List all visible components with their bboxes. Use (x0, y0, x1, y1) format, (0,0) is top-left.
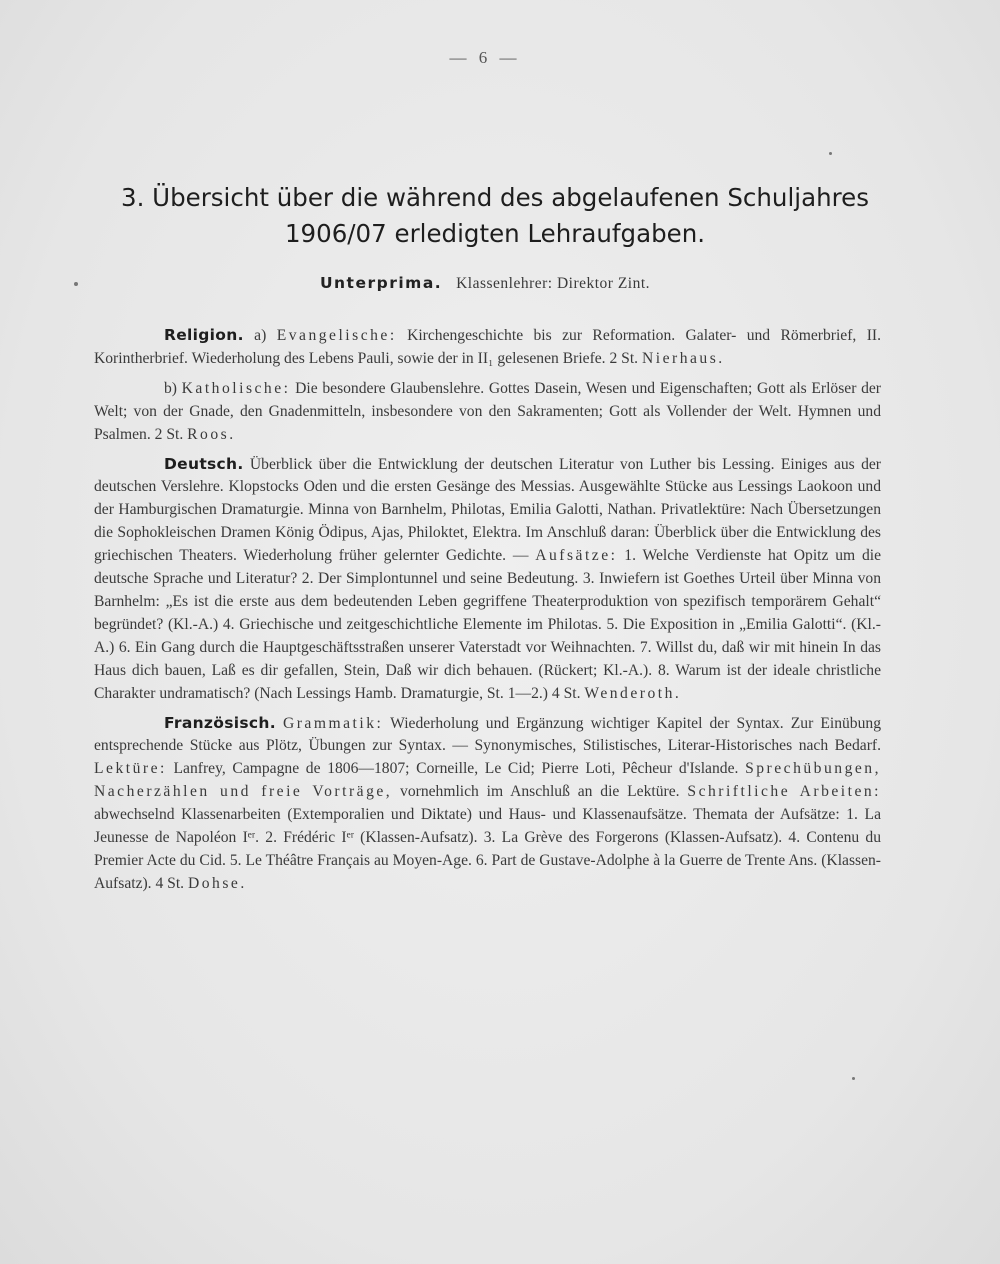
religion-a-heading: Evangelische: (276, 327, 397, 344)
franz-written-heading: Schriftliche Arbeiten: (687, 783, 881, 801)
subject-religion: Religion. (164, 326, 244, 344)
franzoesisch-paragraph (94, 712, 881, 896)
franz-text-3: vornehmlich im Anschluß an die Lektüre. (400, 783, 680, 801)
section-title-line-1: 3. Übersicht über die während des abgelaufenen Schuljahres (121, 183, 869, 212)
class-teacher: Klassenlehrer: Direktor Zint. (456, 275, 651, 292)
curriculum-body (94, 324, 881, 896)
deutsch-essays-heading: Aufsätze: (535, 547, 618, 565)
franz-speaking-heading: Sprechübungen, Nacherzählen und freie Vorträge, (94, 760, 881, 801)
class-name: Unterprima. (319, 274, 443, 292)
franz-grammar-heading: Grammatik: (282, 714, 384, 732)
religion-a-label: a) (254, 327, 267, 344)
deutsch-text-1: Überblick über die Entwicklung der deutschen Literatur von Luther bis Lessing. Einiges aus der deutschen Verslehre. Klopstocks Oden und die ersten Gesänge des Messias. Ausgewählte Stücke aus Lessings Laokoon und der Hamburgischen Dramaturgie. Minna von Barnhelm, Philotas, Emilia Galotti, Nathan. Privatlektüre: Nach Übersetzungen die Sophokleischen Dramen König Ödipus, Ajas, Philoktet, Elektra. Im Anschluß daran: Überblick über die Entwicklung des griechischen Theaters. Wiederholung früher gelernter Gedichte. — (94, 455, 881, 565)
scan-speck (852, 1077, 855, 1080)
religion-b-heading: Katholische: (181, 379, 291, 397)
franz-teacher: Dohse. (188, 874, 247, 892)
religion-a-text: Kirchengeschichte bis zur Reformation. Galater- und Römerbrief, II. Korintherbrief. Wiederholung des Lebens Pauli, sowie der in II₁ gelesenen Briefe. 2 St. (94, 327, 881, 367)
religion-catholic-paragraph (94, 378, 881, 447)
religion-a-teacher: Nierhaus. (642, 349, 725, 367)
franz-text-1: Wiederholung und Ergänzung wichtiger Kapitel der Syntax. Zur Einübung entsprechende Stücke aus Plötz, Übungen zur Syntax. — Synonymisches, Stilistisches, Literar-Historisches nach Bedarf. (94, 714, 881, 755)
scan-speck (829, 152, 832, 155)
subject-deutsch: Deutsch. (164, 454, 244, 473)
religion-b-text: Die besondere Glaubenslehre. Gottes Dasein, Wesen und Eigenschaften; Gott als Erlöser der Welt; von der Gnade, den Gnadenmitteln, insbesondere von den Sakramenten; Gott als Vollender der Welt. Hymnen und Psalmen. 2 St. (94, 379, 881, 443)
deutsch-teacher: Wenderoth. (584, 684, 682, 702)
religion-evangelical-paragraph (94, 324, 881, 371)
deutsch-text-2: 1. Welche Verdienste hat Opitz um die deutsche Sprache und Literatur? 2. Der Simplontunnel und seine Bedeutung. 3. Inwiefern ist Goethes Urteil über Minna von Barnhelm: „Es ist die erste aus dem bedeutenden Leben gegriffene Theaterproduktion von spezifisch temporärem Gehalt“ begründet? (Kl.-A.) 4. Griechische und zeitgeschichtliche Elemente im Philotas. 5. Die Exposition in „Emilia Galotti“. (Kl.-A.) 6. Ein Gang durch die Hauptgeschäftsstraßen unserer Vaterstadt vor Weihnachten. 7. Willst du, daß wir mit hinein In das Haus dich bauen, Laß es dir gefallen, Stein, Daß wir dich behauen. (Rückert; Kl.-A.). 8. Warum ist der ideale christliche Charakter undramatisch? (Nach Lessings Hamb. Dramaturgie, St. 1—2.) 4 St. (94, 547, 881, 702)
franz-text-4: abwechselnd Klassenarbeiten (Extemporalien und Diktate) und Haus- und Klassenaufsätze. Themata der Aufsätze: 1. La Jeunesse de Napoléon Iᵉʳ. 2. Frédéric Iᵉʳ (Klassen-Aufsatz). 3. La Grève des Forgerons (Klassen-Aufsatz). 4. Contenu du Premier Acte du Cid. 5. Le Théâtre Français au Moyen-Age. 6. Part de Gustave-Adolphe à la Guerre de Trente Ans. (Klassen-Aufsatz). 4 St. (94, 806, 881, 892)
class-heading (0, 274, 970, 293)
religion-b-label: b) (164, 379, 177, 397)
religion-b-teacher: Roos. (187, 425, 236, 443)
section-title-line-2: 1906/07 erledigten Lehraufgaben. (284, 219, 706, 248)
section-title (70, 180, 920, 252)
scan-speck (74, 282, 78, 286)
subject-franzoesisch: Französisch. (164, 713, 276, 732)
deutsch-paragraph (94, 453, 881, 706)
page-number: — 6 — (449, 48, 521, 67)
franz-reading-heading: Lektüre: (94, 760, 167, 778)
franz-text-2: Lanfrey, Campagne de 1806—1807; Corneille, Le Cid; Pierre Loti, Pêcheur d'Islande. (173, 760, 739, 778)
